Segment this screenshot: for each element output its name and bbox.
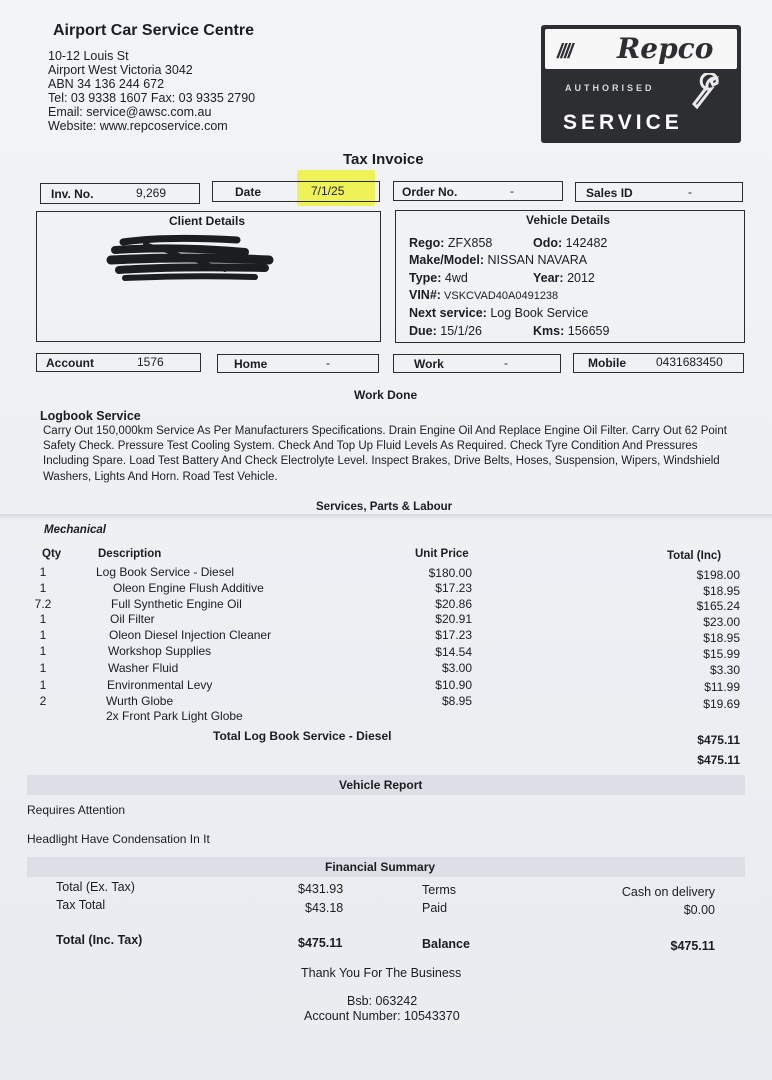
mobile-phone-box bbox=[573, 353, 744, 373]
item-qty: 1 bbox=[39, 581, 47, 595]
home-phone-value: - bbox=[326, 356, 330, 370]
item-unit-price: $14.54 bbox=[435, 645, 472, 659]
invoice-number-label: Inv. No. bbox=[51, 187, 94, 201]
tax-total-label: Tax Total bbox=[56, 898, 106, 912]
vehicle-kms: Kms: 156659 bbox=[533, 324, 610, 338]
vehicle-report-heading: Vehicle Report bbox=[339, 778, 423, 792]
logo-brand: Repco bbox=[617, 32, 714, 65]
mobile-phone-value: 0431683450 bbox=[656, 355, 723, 369]
report-note: Headlight Have Condensation In It bbox=[27, 832, 210, 846]
item-description: Oleon Diesel Injection Cleaner bbox=[109, 628, 272, 642]
item-description: Full Synthetic Engine Oil bbox=[111, 597, 242, 611]
work-done-description: Carry Out 150,000km Service As Per Manufacturers Specifications. Drain Engine Oil And Replace Engine Oil Filter. Carry Out 62 Point Safety Check. Pressure Test Cooling System. Check And Top Up Fluid Levels As Required. Check Tyre Condition And Pressures Including Spare. Load Test Battery And Check Electrolyte Level. Inspect Brakes, Drive Belts, Hoses, Suspension, Wipers, Windshield Washers, Lights And Horn. Road Test Vehicle. bbox=[43, 425, 727, 483]
wrench-icon bbox=[689, 73, 723, 111]
work-phone-value: - bbox=[504, 356, 508, 370]
company-email: Email: service@awsc.com.au bbox=[48, 105, 212, 119]
grand-total-value: $475.11 bbox=[697, 753, 740, 767]
invoice-number-box bbox=[40, 183, 200, 204]
terms-label: Terms bbox=[422, 883, 457, 897]
item-description: Oil Filter bbox=[110, 612, 155, 626]
company-name: Airport Car Service Centre bbox=[53, 22, 254, 39]
order-number-box bbox=[393, 181, 563, 201]
account-label: Account bbox=[46, 356, 94, 370]
paper-fold bbox=[0, 514, 772, 520]
item-total: $198.00 bbox=[696, 568, 740, 582]
item-qty: 2 bbox=[39, 694, 47, 708]
vehicle-odo: Odo: 142482 bbox=[533, 236, 608, 250]
item-description: Workshop Supplies bbox=[108, 644, 212, 658]
subtotal-value: $475.11 bbox=[697, 733, 740, 747]
vehicle-vin: VIN#: VSKCVAD40A0491238 bbox=[409, 288, 559, 302]
logo-top-panel bbox=[545, 29, 737, 69]
item-unit-price: $17.23 bbox=[435, 581, 472, 595]
company-address-line: Airport West Victoria 3042 bbox=[48, 63, 193, 77]
total-inc-tax-label: Total (Inc. Tax) bbox=[56, 933, 143, 947]
document-title: Tax Invoice bbox=[343, 151, 424, 168]
date-value: 7/1/25 bbox=[311, 184, 345, 198]
order-number-value: - bbox=[510, 184, 514, 198]
services-category: Mechanical bbox=[44, 524, 106, 536]
item-total: $11.99 bbox=[704, 680, 740, 694]
balance-value: $475.11 bbox=[670, 939, 715, 953]
item-qty: 7.2 bbox=[34, 597, 52, 611]
work-done-heading: Work Done bbox=[354, 388, 418, 402]
thank-you-note: Thank You For The Business bbox=[301, 966, 462, 980]
item-unit-price: $3.00 bbox=[441, 661, 472, 675]
work-phone-box bbox=[393, 354, 561, 373]
total-ex-tax-value: $431.93 bbox=[298, 882, 344, 896]
work-done-title: Logbook Service bbox=[40, 409, 141, 423]
item-qty: 1 bbox=[39, 644, 47, 658]
vehicle-next-service: Next service: Log Book Service bbox=[409, 306, 589, 320]
repco-logo bbox=[541, 25, 741, 143]
item-total: $18.95 bbox=[703, 584, 740, 598]
sales-id-label: Sales ID bbox=[586, 186, 633, 200]
item-qty: 1 bbox=[39, 628, 47, 642]
column-qty: Qty bbox=[42, 548, 62, 560]
item-total: $18.95 bbox=[703, 631, 740, 645]
company-abn: ABN 34 136 244 672 bbox=[48, 77, 165, 91]
company-website: Website: www.repcoservice.com bbox=[48, 119, 228, 133]
redacted-scribble bbox=[105, 230, 275, 290]
logo-service: SERVICE bbox=[563, 111, 683, 134]
item-qty: 1 bbox=[39, 612, 47, 626]
financial-summary-heading: Financial Summary bbox=[325, 860, 436, 874]
item-unit-price: $20.91 bbox=[435, 612, 472, 626]
vehicle-due: Due: 15/1/26 bbox=[409, 324, 482, 338]
subtotal-label: Total Log Book Service - Diesel bbox=[213, 729, 392, 743]
item-unit-price: $10.90 bbox=[435, 678, 472, 692]
home-phone-label: Home bbox=[234, 357, 268, 371]
vehicle-type: Type: 4wd bbox=[409, 271, 468, 285]
item-description: Log Book Service - Diesel bbox=[96, 565, 235, 579]
paid-value: $0.00 bbox=[683, 903, 715, 917]
item-qty: 1 bbox=[39, 678, 47, 692]
column-unit-price: Unit Price bbox=[415, 548, 469, 560]
item-description: Wurth Globe bbox=[106, 694, 174, 708]
services-heading: Services, Parts & Labour bbox=[316, 501, 453, 513]
sales-id-value: - bbox=[688, 185, 692, 199]
tax-total-value: $43.18 bbox=[305, 901, 344, 915]
company-address-line: 10-12 Louis St bbox=[48, 49, 129, 63]
date-box bbox=[212, 181, 380, 202]
item-total: $165.24 bbox=[696, 599, 740, 613]
column-total: Total (Inc) bbox=[667, 550, 722, 562]
report-status: Requires Attention bbox=[27, 803, 126, 817]
company-phone: Tel: 03 9338 1607 Fax: 03 9335 2790 bbox=[48, 91, 256, 105]
item-total: $23.00 bbox=[703, 615, 740, 629]
total-inc-tax-value: $475.11 bbox=[298, 936, 343, 950]
work-phone-label: Work bbox=[414, 357, 444, 371]
logo-authorised: AUTHORISED bbox=[565, 83, 655, 93]
sales-id-box bbox=[575, 182, 743, 202]
account-value: 1576 bbox=[137, 355, 164, 369]
order-number-label: Order No. bbox=[402, 185, 458, 199]
logo-stripes: //// bbox=[557, 41, 572, 63]
client-details-heading: Client Details bbox=[169, 214, 246, 228]
item-unit-price: $8.95 bbox=[441, 694, 472, 708]
vehicle-rego: Rego: ZFX858 bbox=[409, 236, 493, 250]
vehicle-details-heading: Vehicle Details bbox=[526, 213, 611, 227]
item-description: Washer Fluid bbox=[108, 661, 179, 675]
account-box bbox=[36, 353, 201, 372]
item-total: $15.99 bbox=[703, 647, 740, 661]
item-unit-price: $20.86 bbox=[435, 597, 472, 611]
bank-bsb: Bsb: 063242 bbox=[347, 994, 418, 1008]
mobile-phone-label: Mobile bbox=[588, 356, 626, 370]
vehicle-year: Year: 2012 bbox=[533, 271, 595, 285]
balance-label: Balance bbox=[422, 937, 470, 951]
item-total: $3.30 bbox=[709, 663, 740, 677]
item-unit-price: $17.23 bbox=[435, 628, 472, 642]
column-description: Description bbox=[98, 548, 162, 560]
invoice-number-value: 9,269 bbox=[136, 186, 167, 200]
home-phone-box bbox=[217, 354, 379, 373]
date-label: Date bbox=[235, 185, 262, 199]
item-description: Environmental Levy bbox=[107, 678, 213, 692]
terms-value: Cash on delivery bbox=[621, 885, 715, 899]
vehicle-make-model: Make/Model: NISSAN NAVARA bbox=[409, 253, 588, 267]
item-total: $19.69 bbox=[703, 697, 740, 711]
item-description: Oleon Engine Flush Additive bbox=[113, 581, 264, 595]
total-ex-tax-label: Total (Ex. Tax) bbox=[56, 880, 135, 894]
item-qty: 1 bbox=[39, 565, 47, 579]
bank-account-number: Account Number: 10543370 bbox=[304, 1009, 460, 1023]
item-note: 2x Front Park Light Globe bbox=[106, 709, 243, 723]
item-qty: 1 bbox=[39, 661, 47, 675]
paid-label: Paid bbox=[422, 901, 448, 915]
item-unit-price: $180.00 bbox=[428, 566, 472, 580]
